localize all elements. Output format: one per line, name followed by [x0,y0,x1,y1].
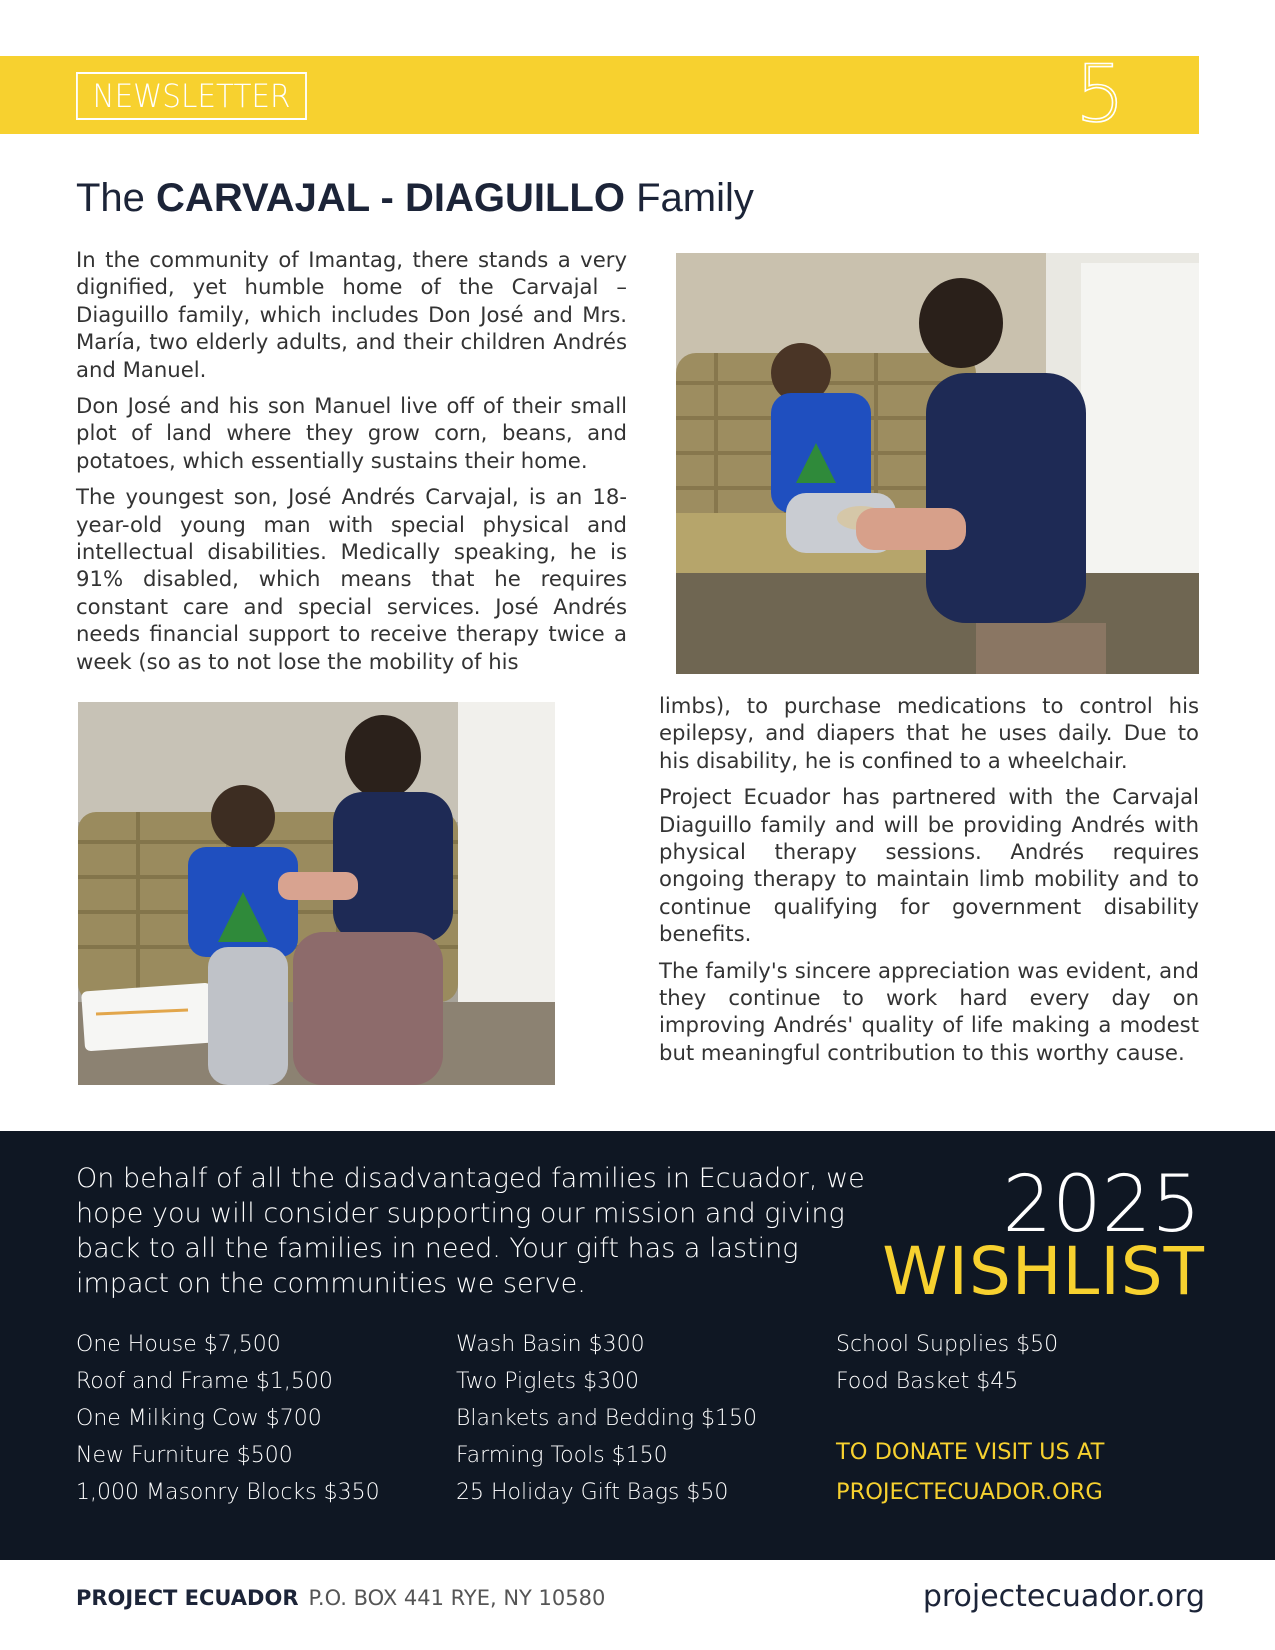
wishlist-item: 1,000 Masonry Blocks $350 [76,1480,380,1505]
wishlist-column-2 [456,1326,757,1511]
paragraph: The youngest son, José Andrés Carvajal, is an 18-year-old young man with special physical and intellectual disabilities. Medically speaking, he is 91% disabled, which means that he requires constant care and special services. José Andrés needs financial support to receive therapy twice a week (so as to not lose the mobility of his [76,484,627,674]
footer-address: P.O. BOX 441 RYE, NY 10580 [308,1586,606,1610]
wishlist-panel [0,1131,1275,1560]
footer-org [76,1586,605,1610]
wishlist-column-1 [76,1326,380,1511]
wishlist-item: Food Basket $45 [836,1369,1019,1394]
wishlist-column-3 [836,1326,1058,1400]
paragraph: The family's sincere appreciation was evident, and they continue to work hard every day on improving Andrés' quality of life making a modest but meaningful contribution to this worthy cause. [659,957,1199,1065]
wishlist-item: 25 Holiday Gift Bags $50 [456,1480,729,1505]
title-prefix: The [76,176,157,220]
donate-link[interactable]: PROJECTECUADOR.ORG [836,1479,1103,1505]
wishlist-item: Farming Tools $150 [456,1443,668,1468]
photo-therapy-session-image [676,253,1199,674]
title-suffix: Family [624,176,754,220]
wishlist-item: Blankets and Bedding $150 [456,1406,758,1431]
paragraph: limbs), to purchase medications to control his epilepsy, and diapers that he uses daily. Due to his disability, he is confined to a wheelchair. [659,693,1199,773]
wishlist-item: Two Piglets $300 [456,1369,640,1394]
appeal-text: On behalf of all the disadvantaged families in Ecuador, we hope you will consider supporting our mission and giving back to all the families in need. Your gift has a lasting impact on the communities we serve. [76,1163,865,1299]
photo-arm-therapy-image [78,702,555,1085]
article-title [76,176,754,221]
wishlist-year: 2025 [1002,1160,1201,1250]
wishlist-item: One Milking Cow $700 [76,1406,322,1431]
article-right-column [659,692,1199,1066]
donate-line: TO DONATE VISIT US AT [836,1439,1105,1465]
wishlist-title: WISHLIST [882,1233,1205,1310]
newsletter-label: NEWSLETTER [76,72,307,120]
footer-website-link[interactable]: projectecuador.org [922,1579,1205,1614]
wishlist-item: Roof and Frame $1,500 [76,1369,333,1394]
title-family-name: CARVAJAL - DIAGUILLO [156,176,625,220]
paragraph: In the community of Imantag, there stands a very dignified, yet humble home of the Carvajal – Diaguillo family, which includes Don José and Mrs. María, two elderly adults, and their children Andrés and Manuel. [76,247,627,382]
article-left-column [76,246,627,675]
wishlist-item: One House $7,500 [76,1332,281,1357]
wishlist-item: School Supplies $50 [836,1332,1059,1357]
paragraph: Project Ecuador has partnered with the Carvajal Diaguillo family and will be providing Andrés with physical therapy sessions. Andrés requires ongoing therapy to maintain limb mobility and to continue qualifying for government disability benefits. [659,784,1199,947]
page-number: 5 [1075,50,1125,140]
header-band [0,50,1199,140]
photo-therapy-session [676,253,1199,674]
donate-callout [836,1432,1104,1512]
wishlist-item: Wash Basin $300 [456,1332,645,1357]
wishlist-item: New Furniture $500 [76,1443,293,1468]
footer-org-name: PROJECT ECUADOR [76,1586,299,1610]
paragraph: Don José and his son Manuel live off of their small plot of land where they grow corn, beans, and potatoes, which essentially sustains their home. [76,393,627,473]
photo-arm-therapy [78,702,555,1085]
